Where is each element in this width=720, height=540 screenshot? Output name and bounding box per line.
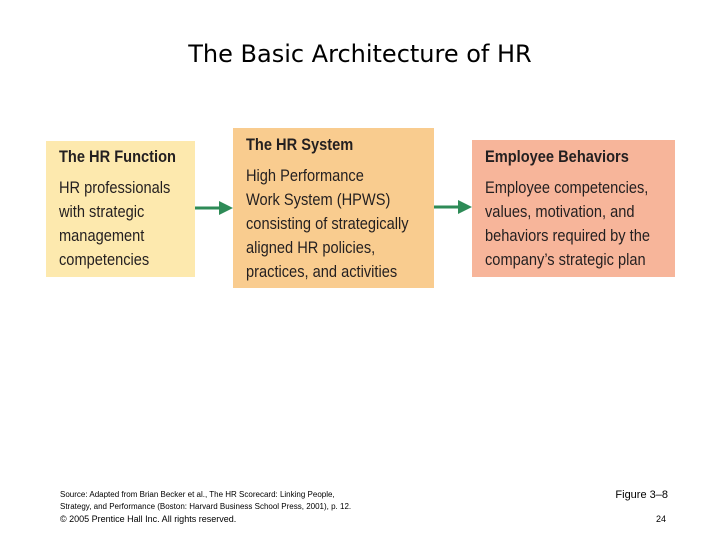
hr-system-line: High Performance xyxy=(246,166,364,185)
employee-behaviors-line: Employee competencies, xyxy=(485,178,649,197)
slide-title: The Basic Architecture of HR xyxy=(188,40,532,68)
copyright-notice: © 2005 Prentice Hall Inc. All rights reserved. xyxy=(60,514,237,524)
hr-system-heading: The HR System xyxy=(246,135,354,154)
source-line: Strategy, and Performance (Boston: Harvard Business School Press, 2001), p. 12. xyxy=(60,502,352,511)
hr-function-line: HR professionals xyxy=(59,178,171,197)
source-line: Source: Adapted from Brian Becker et al., The HR Scorecard: Linking People, xyxy=(60,490,335,499)
hr-function-line: management xyxy=(59,226,145,245)
source-citation xyxy=(60,489,351,513)
hr-system-description xyxy=(246,164,408,284)
hr-function-box xyxy=(46,141,195,277)
employee-behaviors-description xyxy=(485,176,648,272)
hr-function-description xyxy=(59,176,176,272)
employee-behaviors-box xyxy=(472,140,675,277)
employee-behaviors-line: company’s strategic plan xyxy=(485,250,646,269)
hr-function-line: competencies xyxy=(59,250,150,269)
employee-behaviors-line: values, motivation, and xyxy=(485,202,635,221)
arrow-right-icon xyxy=(434,200,472,214)
employee-behaviors-line: behaviors required by the xyxy=(485,226,650,245)
page-number: 24 xyxy=(655,514,666,524)
employee-behaviors-heading: Employee Behaviors xyxy=(485,147,629,166)
figure-number: Figure 3–8 xyxy=(615,489,668,501)
hr-function-heading: The HR Function xyxy=(59,147,176,166)
hr-system-line: aligned HR policies, xyxy=(246,238,376,257)
hr-system-line: practices, and activities xyxy=(246,262,398,281)
hr-system-line: Work System (HPWS) xyxy=(246,190,391,209)
arrow-right-icon xyxy=(195,201,233,215)
hr-system-box xyxy=(233,128,434,288)
hr-system-line: consisting of strategically xyxy=(246,214,409,233)
hr-function-line: with strategic xyxy=(59,202,145,221)
